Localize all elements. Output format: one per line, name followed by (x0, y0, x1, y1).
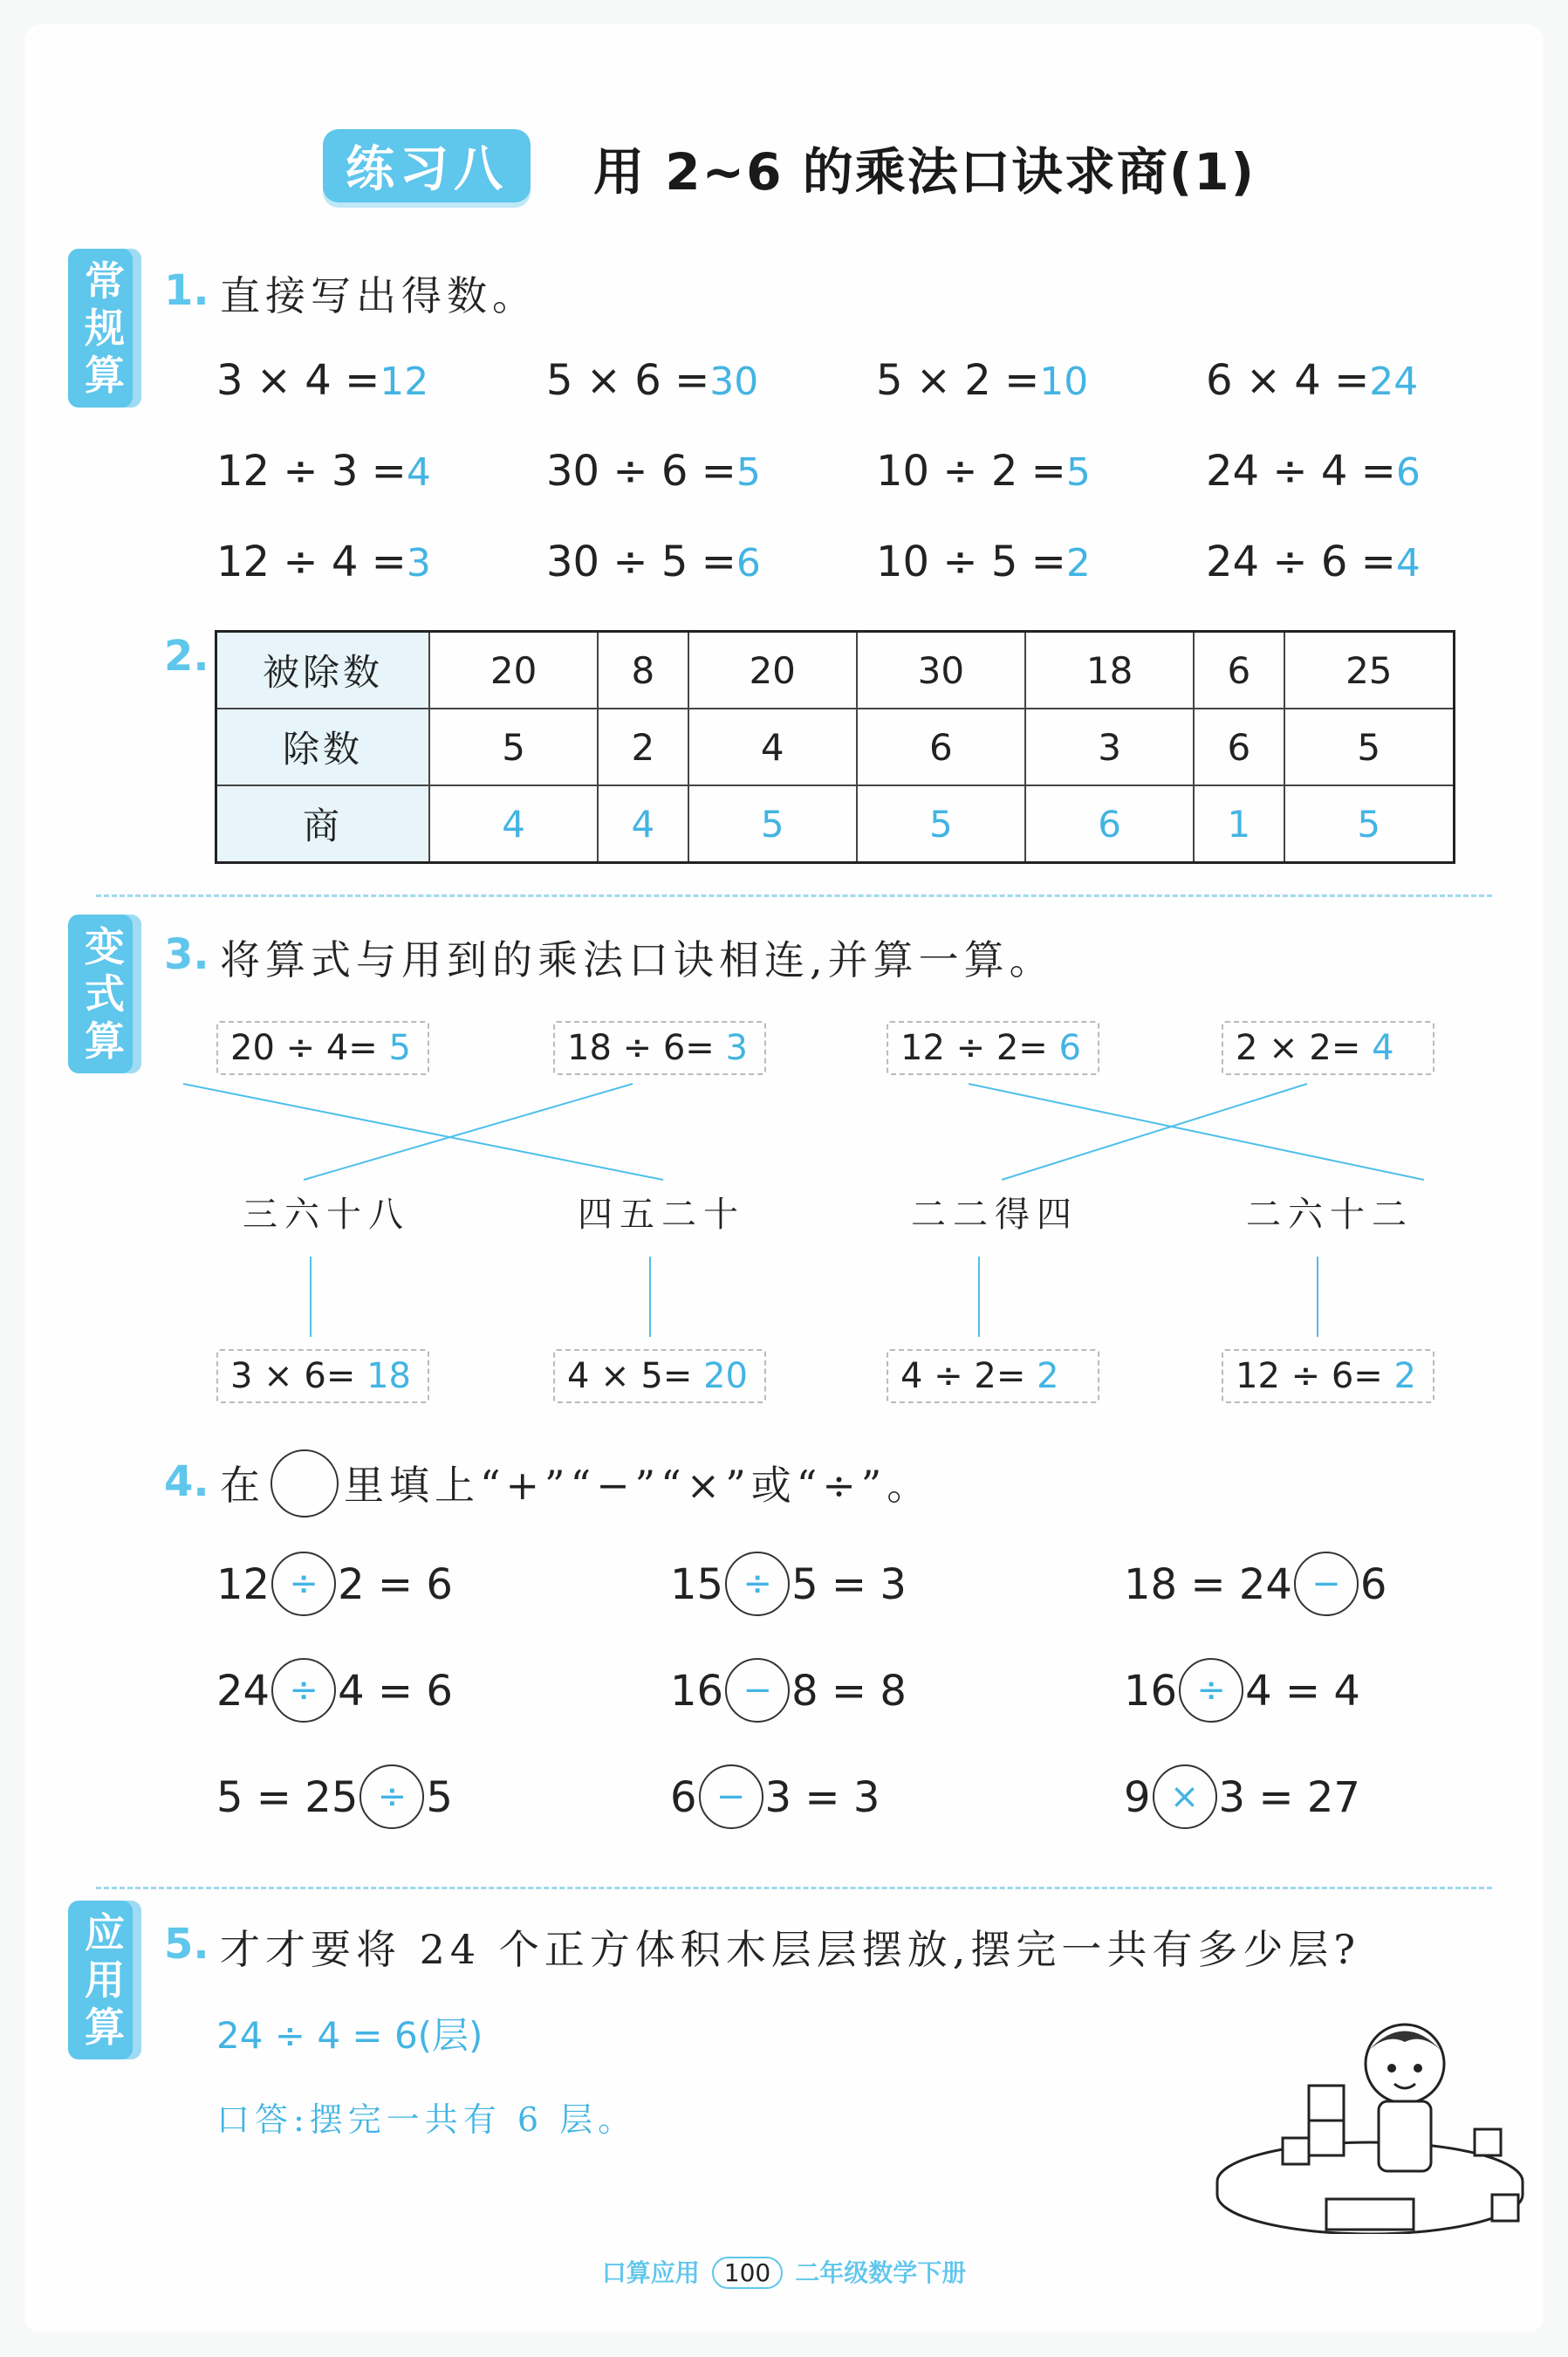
footer (0, 2254, 1568, 2289)
q4-equation (1124, 1662, 1360, 1726)
box-answer: 4 (1372, 1028, 1394, 1068)
operator-circle[interactable]: ÷ (725, 1552, 790, 1616)
table-cell: 6 (857, 709, 1025, 785)
table-cell: 4 (688, 709, 857, 785)
q4-equation (1124, 1768, 1360, 1833)
equation-answer: 6 (1395, 450, 1421, 495)
equation-answer: 4 (1395, 541, 1421, 586)
box-expression: 4 ÷ 2= (900, 1356, 1026, 1396)
equation-answer: 10 (1039, 360, 1089, 404)
box-expression: 3 × 6= (230, 1356, 356, 1396)
equation-left: 12 (216, 1560, 270, 1609)
equation-answer: 5 (736, 450, 761, 495)
footer-book-title: 口算应用 (601, 2258, 700, 2287)
circle-icon (270, 1449, 339, 1518)
operator-circle[interactable]: ÷ (271, 1658, 336, 1723)
equation-right: 3 = 3 (764, 1773, 880, 1822)
equation-answer: 5 (1065, 450, 1091, 495)
q5-text: 才才要将 24 个正方体积木层层摆放,摆完一共有多少层? (220, 1926, 1361, 1973)
section-divider (96, 1887, 1492, 1889)
equation-right: 6 (1359, 1560, 1387, 1609)
q1-number: 1. (164, 266, 209, 315)
box-answer: 18 (366, 1356, 411, 1396)
q1-text: 直接写出得数。 (220, 272, 538, 319)
box-expression: 12 ÷ 2= (900, 1028, 1048, 1068)
operator-circle[interactable]: ÷ (359, 1764, 424, 1829)
box-expression: 4 × 5= (567, 1356, 693, 1396)
header-divisor: 除数 (216, 709, 430, 785)
operator-circle[interactable]: ÷ (1179, 1658, 1243, 1723)
equation-left: 18 = 24 (1124, 1560, 1292, 1609)
tab-routine-label: 常规算 (85, 257, 125, 399)
operator-circle[interactable]: − (1294, 1552, 1359, 1616)
q3-number: 3. (164, 930, 209, 979)
multiplication-rhyme: 二二得四 (911, 1195, 1078, 1235)
table-cell: 25 (1284, 632, 1455, 709)
equation-answer: 2 (1065, 541, 1091, 586)
table-cell: 20 (429, 632, 598, 709)
equation-left: 24 (216, 1667, 270, 1716)
table-cell: 2 (598, 709, 688, 785)
equation-answer: 6 (736, 541, 761, 586)
exercise-badge: 练习八 (323, 129, 531, 202)
q5-work: 24 ÷ 4 = 6(层) (216, 2014, 483, 2057)
multiplication-rhyme: 四五二十 (578, 1195, 745, 1235)
equation-right: 2 = 6 (338, 1560, 453, 1609)
equation-expression: 5 × 2 = (876, 356, 1040, 405)
equation-expression: 10 ÷ 2 = (876, 447, 1066, 496)
equation-right: 4 = 4 (1245, 1667, 1360, 1716)
equation-answer: 12 (380, 360, 429, 404)
table-cell: 6 (1025, 785, 1194, 863)
equation-left: 16 (670, 1667, 724, 1716)
table-cell: 30 (857, 632, 1025, 709)
equation-left: 16 (1124, 1667, 1178, 1716)
box-expression: 12 ÷ 6= (1236, 1356, 1383, 1396)
equation-expression: 10 ÷ 5 = (876, 538, 1066, 586)
table-cell: 5 (1284, 785, 1455, 863)
equation-answer: 30 (709, 360, 759, 404)
operator-circle[interactable]: ÷ (271, 1552, 336, 1616)
q4-text-after: 里填上“+”“−”“×”或“÷”。 (344, 1462, 933, 1509)
equation-right: 3 = 27 (1218, 1773, 1360, 1822)
table-cell: 20 (688, 632, 857, 709)
equation-answer: 4 (406, 450, 431, 495)
q3-text: 将算式与用到的乘法口诀相连,并算一算。 (220, 936, 1055, 983)
tab-applied-label: 应用算 (85, 1909, 125, 2051)
q4-equation (216, 1768, 453, 1833)
box-expression: 18 ÷ 6= (567, 1028, 715, 1068)
equation-left: 5 = 25 (216, 1773, 359, 1822)
equation-expression: 12 ÷ 4 = (216, 538, 407, 586)
equation-expression: 30 ÷ 5 = (546, 538, 736, 586)
q2-number: 2. (164, 632, 209, 681)
equation-right: 5 (426, 1773, 453, 1822)
table-cell: 5 (688, 785, 857, 863)
equation-expression: 3 × 4 = (216, 356, 380, 405)
equation-right: 5 = 3 (791, 1560, 907, 1609)
q5-number: 5. (164, 1920, 209, 1969)
equation-expression: 12 ÷ 3 = (216, 447, 407, 496)
q4-equation (1124, 1555, 1387, 1620)
table-cell: 6 (1194, 632, 1284, 709)
equation-left: 6 (670, 1773, 697, 1822)
multiplication-rhyme: 三六十八 (243, 1195, 410, 1235)
table-cell: 4 (429, 785, 598, 863)
q4-equation (216, 1555, 453, 1620)
table-cell: 18 (1025, 632, 1194, 709)
equation-right: 4 = 6 (338, 1667, 453, 1716)
q5-answer: 口答:摆完一共有 6 层。 (216, 2100, 637, 2139)
box-answer: 5 (388, 1028, 411, 1068)
boy-with-blocks-illustration (1213, 1998, 1527, 2234)
box-expression: 2 × 2= (1236, 1028, 1361, 1068)
operator-circle[interactable]: × (1153, 1764, 1217, 1829)
multiplication-rhyme: 二六十二 (1246, 1195, 1414, 1235)
box-answer: 2 (1037, 1356, 1059, 1396)
q4-number: 4. (164, 1457, 209, 1506)
equation-right: 8 = 8 (791, 1667, 907, 1716)
table-cell: 5 (429, 709, 598, 785)
operator-circle[interactable]: − (699, 1764, 763, 1829)
equation-answer: 3 (406, 541, 431, 586)
tab-variant-label: 变式算 (85, 923, 125, 1065)
q4-equation (670, 1555, 907, 1620)
box-expression: 20 ÷ 4= (230, 1028, 378, 1068)
equation-answer: 24 (1369, 360, 1419, 404)
page-number: 100 (712, 2257, 783, 2289)
q4-equation (670, 1662, 907, 1726)
q4-text-before: 在 (220, 1462, 265, 1509)
table-cell: 5 (857, 785, 1025, 863)
table-cell: 1 (1194, 785, 1284, 863)
q4-equation (216, 1662, 453, 1726)
header-quotient: 商 (216, 785, 430, 863)
header-dividend: 被除数 (216, 632, 430, 709)
q4-equation (670, 1768, 880, 1833)
table-cell: 6 (1194, 709, 1284, 785)
equation-expression: 5 × 6 = (546, 356, 710, 405)
box-answer: 3 (725, 1028, 748, 1068)
table-cell: 3 (1025, 709, 1194, 785)
equation-left: 15 (670, 1560, 724, 1609)
page-title: 用 2~6 的乘法口诀求商(1) (593, 142, 1256, 202)
box-answer: 20 (703, 1356, 748, 1396)
q4-text (220, 1454, 932, 1523)
box-answer: 6 (1058, 1028, 1081, 1068)
equation-expression: 24 ÷ 6 = (1206, 538, 1396, 586)
equation-expression: 30 ÷ 6 = (546, 447, 736, 496)
table-cell: 8 (598, 632, 688, 709)
operator-circle[interactable]: − (725, 1658, 790, 1723)
equation-left: 9 (1124, 1773, 1151, 1822)
table-cell: 5 (1284, 709, 1455, 785)
equation-expression: 6 × 4 = (1206, 356, 1370, 405)
footer-grade: 二年级数学下册 (795, 2258, 967, 2287)
equation-expression: 24 ÷ 4 = (1206, 447, 1396, 496)
box-answer: 2 (1393, 1356, 1416, 1396)
table-cell: 4 (598, 785, 688, 863)
